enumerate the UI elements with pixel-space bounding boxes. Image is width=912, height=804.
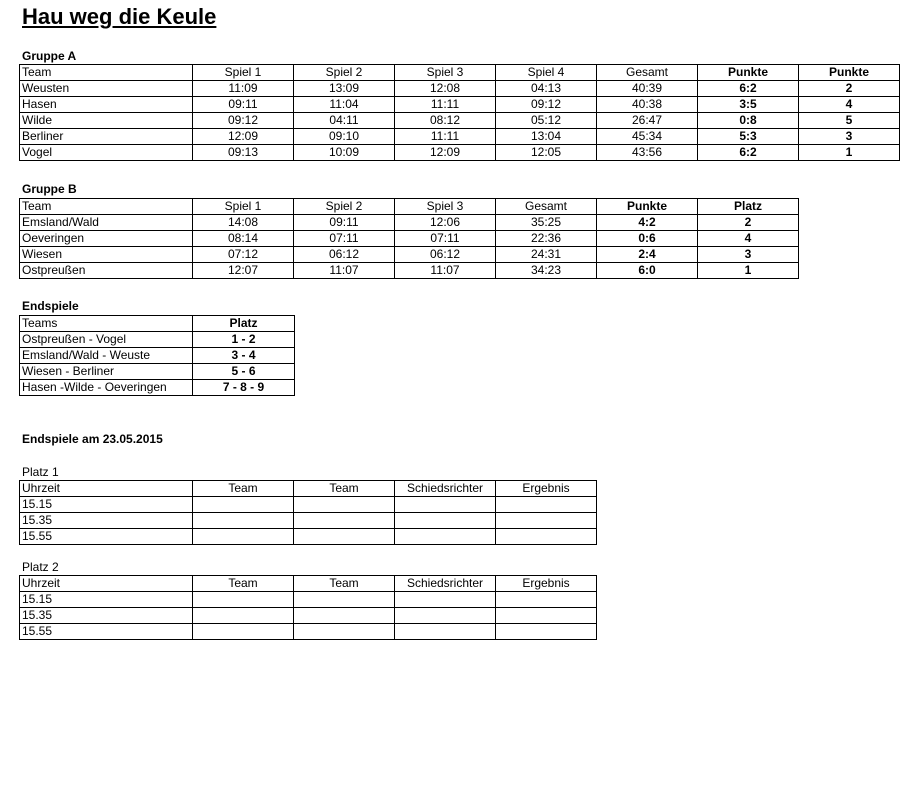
header-cell: Punkte <box>698 65 799 81</box>
header-cell: Spiel 1 <box>193 65 294 81</box>
header-cell: Team <box>294 576 395 592</box>
header-cell: Teams <box>20 316 193 332</box>
place-cell: 5 - 6 <box>193 364 295 380</box>
team-cell: Wilde <box>20 113 193 129</box>
header-cell: Ergebnis <box>496 481 597 497</box>
team-cell <box>193 592 294 608</box>
team-cell <box>193 497 294 513</box>
header-cell: Gesamt <box>496 199 597 215</box>
header-cell: Punkte <box>799 65 900 81</box>
table-row <box>20 608 597 624</box>
team-cell <box>193 624 294 640</box>
rank-cell: 2 <box>698 215 799 231</box>
header-cell: Team <box>20 65 193 81</box>
referee-cell <box>395 592 496 608</box>
team-cell <box>294 497 395 513</box>
score-cell: 12:09 <box>395 145 496 161</box>
endspiele-heading: Endspiele <box>22 299 79 313</box>
result-cell <box>496 624 597 640</box>
time-cell: 15.35 <box>20 513 193 529</box>
table-row <box>20 129 900 145</box>
score-cell: 11:04 <box>294 97 395 113</box>
score-cell: 07:11 <box>294 231 395 247</box>
referee-cell <box>395 513 496 529</box>
score-cell: 12:05 <box>496 145 597 161</box>
referee-cell <box>395 497 496 513</box>
points-cell: 5 <box>799 113 900 129</box>
endspiele-table <box>19 315 295 396</box>
header-cell: Uhrzeit <box>20 481 193 497</box>
points-cell: 3 <box>799 129 900 145</box>
table-row <box>20 348 295 364</box>
place-cell: 3 - 4 <box>193 348 295 364</box>
table-row <box>20 215 799 231</box>
score-cell: 09:11 <box>193 97 294 113</box>
table-row <box>20 81 900 97</box>
team-cell <box>193 608 294 624</box>
points-cell: 4 <box>799 97 900 113</box>
table-header-row <box>20 481 597 497</box>
points-cell: 6:2 <box>698 81 799 97</box>
points-cell: 6:2 <box>698 145 799 161</box>
header-cell: Schiedsrichter <box>395 481 496 497</box>
table-row <box>20 380 295 396</box>
team-cell: Emsland/Wald <box>20 215 193 231</box>
header-cell: Spiel 3 <box>395 199 496 215</box>
team-cell <box>294 529 395 545</box>
table-row <box>20 247 799 263</box>
score-cell: 12:09 <box>193 129 294 145</box>
referee-cell <box>395 624 496 640</box>
header-cell: Spiel 4 <box>496 65 597 81</box>
header-cell: Ergebnis <box>496 576 597 592</box>
points-cell: 0:8 <box>698 113 799 129</box>
score-cell: 14:08 <box>193 215 294 231</box>
table-row <box>20 145 900 161</box>
header-cell: Schiedsrichter <box>395 576 496 592</box>
header-cell: Gesamt <box>597 65 698 81</box>
time-cell: 15.55 <box>20 624 193 640</box>
total-cell: 35:25 <box>496 215 597 231</box>
rank-cell: 1 <box>698 263 799 279</box>
score-cell: 13:09 <box>294 81 395 97</box>
header-cell: Team <box>193 481 294 497</box>
score-cell: 10:09 <box>294 145 395 161</box>
time-cell: 15.55 <box>20 529 193 545</box>
time-cell: 15.15 <box>20 497 193 513</box>
field-1-label: Platz 1 <box>22 465 59 479</box>
total-cell: 26:47 <box>597 113 698 129</box>
points-cell: 1 <box>799 145 900 161</box>
points-cell: 0:6 <box>597 231 698 247</box>
score-cell: 11:07 <box>395 263 496 279</box>
team-cell <box>193 513 294 529</box>
table-row <box>20 97 900 113</box>
header-cell: Platz <box>698 199 799 215</box>
table-row <box>20 113 900 129</box>
gruppe-a-table <box>19 64 900 161</box>
team-cell <box>193 529 294 545</box>
team-cell: Ostpreußen <box>20 263 193 279</box>
total-cell: 40:38 <box>597 97 698 113</box>
table-row <box>20 513 597 529</box>
header-cell: Platz <box>193 316 295 332</box>
table-row <box>20 529 597 545</box>
total-cell: 43:56 <box>597 145 698 161</box>
result-cell <box>496 529 597 545</box>
header-cell: Team <box>193 576 294 592</box>
place-cell: 1 - 2 <box>193 332 295 348</box>
table-row <box>20 592 597 608</box>
team-cell <box>294 513 395 529</box>
schedule-heading: Endspiele am 23.05.2015 <box>22 432 163 446</box>
referee-cell <box>395 529 496 545</box>
team-cell <box>294 608 395 624</box>
total-cell: 34:23 <box>496 263 597 279</box>
points-cell: 2:4 <box>597 247 698 263</box>
score-cell: 11:11 <box>395 97 496 113</box>
team-cell: Hasen <box>20 97 193 113</box>
match-cell: Ostpreußen - Vogel <box>20 332 193 348</box>
points-cell: 6:0 <box>597 263 698 279</box>
score-cell: 04:11 <box>294 113 395 129</box>
score-cell: 11:09 <box>193 81 294 97</box>
score-cell: 09:11 <box>294 215 395 231</box>
header-cell: Spiel 2 <box>294 65 395 81</box>
table-header-row <box>20 576 597 592</box>
team-cell: Oeveringen <box>20 231 193 247</box>
score-cell: 07:11 <box>395 231 496 247</box>
gruppe-a-heading: Gruppe A <box>22 49 77 63</box>
table-row <box>20 624 597 640</box>
match-cell: Emsland/Wald - Weuste <box>20 348 193 364</box>
result-cell <box>496 497 597 513</box>
score-cell: 12:07 <box>193 263 294 279</box>
score-cell: 13:04 <box>496 129 597 145</box>
header-cell: Spiel 3 <box>395 65 496 81</box>
total-cell: 40:39 <box>597 81 698 97</box>
points-cell: 4:2 <box>597 215 698 231</box>
score-cell: 08:14 <box>193 231 294 247</box>
field-2-table <box>19 575 597 640</box>
score-cell: 06:12 <box>294 247 395 263</box>
place-cell: 7 - 8 - 9 <box>193 380 295 396</box>
score-cell: 08:12 <box>395 113 496 129</box>
score-cell: 09:12 <box>193 113 294 129</box>
score-cell: 06:12 <box>395 247 496 263</box>
score-cell: 11:11 <box>395 129 496 145</box>
team-cell: Weusten <box>20 81 193 97</box>
field-1-table <box>19 480 597 545</box>
score-cell: 05:12 <box>496 113 597 129</box>
total-cell: 24:31 <box>496 247 597 263</box>
time-cell: 15.15 <box>20 592 193 608</box>
score-cell: 09:10 <box>294 129 395 145</box>
score-cell: 07:12 <box>193 247 294 263</box>
score-cell: 12:08 <box>395 81 496 97</box>
header-cell: Punkte <box>597 199 698 215</box>
table-row <box>20 497 597 513</box>
score-cell: 04:13 <box>496 81 597 97</box>
team-cell <box>294 624 395 640</box>
score-cell: 11:07 <box>294 263 395 279</box>
total-cell: 22:36 <box>496 231 597 247</box>
team-cell <box>294 592 395 608</box>
header-cell: Team <box>294 481 395 497</box>
table-row <box>20 263 799 279</box>
team-cell: Vogel <box>20 145 193 161</box>
table-header-row <box>20 199 799 215</box>
team-cell: Berliner <box>20 129 193 145</box>
match-cell: Wiesen - Berliner <box>20 364 193 380</box>
result-cell <box>496 592 597 608</box>
table-header-row <box>20 316 295 332</box>
team-cell: Wiesen <box>20 247 193 263</box>
rank-cell: 4 <box>698 231 799 247</box>
field-2-label: Platz 2 <box>22 560 59 574</box>
gruppe-b-heading: Gruppe B <box>22 182 77 196</box>
score-cell: 09:13 <box>193 145 294 161</box>
table-header-row <box>20 65 900 81</box>
header-cell: Team <box>20 199 193 215</box>
table-row <box>20 231 799 247</box>
table-row <box>20 332 295 348</box>
rank-cell: 3 <box>698 247 799 263</box>
match-cell: Hasen -Wilde - Oeveringen <box>20 380 193 396</box>
time-cell: 15.35 <box>20 608 193 624</box>
score-cell: 09:12 <box>496 97 597 113</box>
table-row <box>20 364 295 380</box>
header-cell: Uhrzeit <box>20 576 193 592</box>
header-cell: Spiel 1 <box>193 199 294 215</box>
score-cell: 12:06 <box>395 215 496 231</box>
page-title: Hau weg die Keule <box>22 4 217 29</box>
points-cell: 5:3 <box>698 129 799 145</box>
result-cell <box>496 608 597 624</box>
points-cell: 3:5 <box>698 97 799 113</box>
gruppe-b-table <box>19 198 799 279</box>
total-cell: 45:34 <box>597 129 698 145</box>
header-cell: Spiel 2 <box>294 199 395 215</box>
points-cell: 2 <box>799 81 900 97</box>
referee-cell <box>395 608 496 624</box>
result-cell <box>496 513 597 529</box>
